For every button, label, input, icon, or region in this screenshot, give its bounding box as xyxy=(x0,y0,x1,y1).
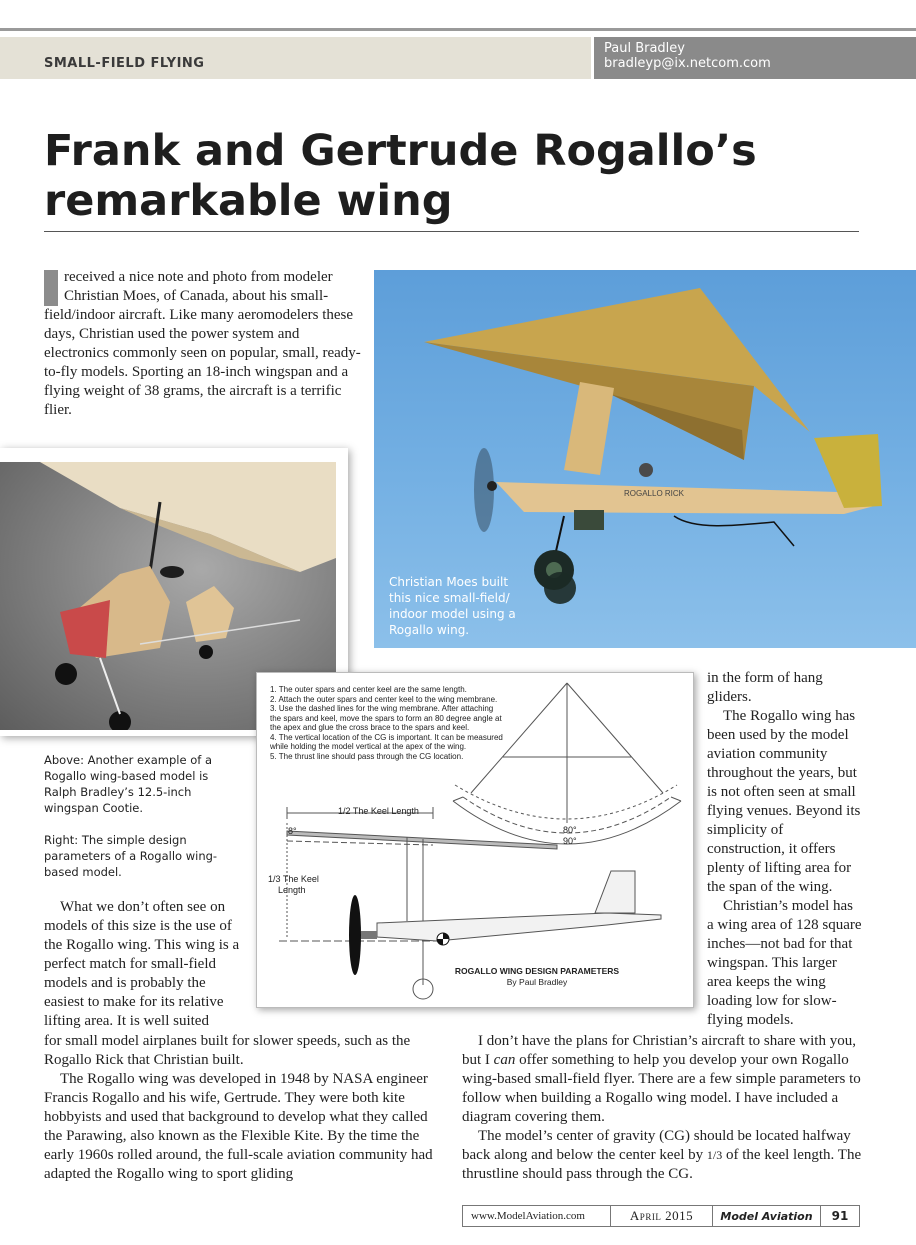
column-left-narrow xyxy=(44,898,240,1031)
article-title xyxy=(44,126,844,226)
wing-top-panel xyxy=(424,288,810,432)
title-line-2: remarkable wing xyxy=(44,176,453,226)
pilot-figure xyxy=(639,463,653,477)
diagram-propeller xyxy=(349,895,361,975)
paragraph-4: The Rogallo wing has been used by the model aviation community throughout the years, but is not often seen at small flying venues. Beyond its simplicity of construction, it offers plenty of lifting area for the span of the wing. xyxy=(707,708,861,895)
diagram-note: 4. The vertical location of the CG is important. It can be measured while holding the model vertical at the apex of the wing. xyxy=(270,732,503,751)
electronics xyxy=(574,510,604,530)
diagram-note: 2. Attach the outer spars and center keel to the wing membrane. xyxy=(270,694,498,704)
diagram-note: 1. The outer spars and center keel are the same length. xyxy=(270,685,467,694)
cootie-wing xyxy=(40,462,336,572)
label-8-degrees: 8° xyxy=(288,826,297,836)
intro-body: received a nice note and photo from modeler Christian Moes, of Canada, about his small-field/indoor aircraft. Like many aeromodelers these days, Christian used the power system and electronics commonly seen on popular, small, ready-to-fly models. Sporting an 18-inch wingspan and a flying weight of 38 grams, the aircraft is a terrific flier. xyxy=(44,269,361,418)
paragraph-6 xyxy=(462,1032,862,1127)
column-left-wide xyxy=(44,1032,444,1184)
paragraph-6-start: I don’t have the plans for Christian’s aircraft to share with you, but I xyxy=(462,1033,856,1068)
label-third-keel-2: Length xyxy=(278,885,306,895)
paragraph-7-start: The model’s center of gravity (CG) should be located halfway back along and below the center keel by xyxy=(462,1128,851,1163)
paragraph-3-continued: in the form of hang gliders. xyxy=(707,670,823,705)
paragraph-2b: for small model airplanes built for slower speeds, such as the Rogallo Rick that Christian built. xyxy=(44,1033,411,1068)
caption-left-photo: Above: Another example of a Rogallo wing-based model is Ralph Bradley’s 12.5-inch wingspan Cootie. xyxy=(44,753,213,815)
intro-text xyxy=(44,268,362,420)
column-right-narrow xyxy=(707,669,863,1030)
cootie-nose xyxy=(60,600,110,658)
column-right-wide xyxy=(462,1032,862,1184)
author-box xyxy=(594,37,916,79)
intro-paragraph xyxy=(44,268,362,420)
title-line-1: Frank and Gertrude Rogallo’s xyxy=(44,126,757,176)
author-email: bradleyp@ix.netcom.com xyxy=(604,56,771,71)
paragraph-6-emphasis: can xyxy=(493,1052,516,1068)
top-rule xyxy=(0,28,916,31)
label-80-degrees: 80° xyxy=(563,825,577,835)
paragraph-5: Christian’s model has a wing area of 128 square inches—not bad for that wingspan. This larger area keeps the wing loading low for slow-flying models. xyxy=(707,898,862,1028)
caption-main-photo: Christian Moes built this nice small-field/ indoor model using a Rogallo wing. xyxy=(389,575,516,637)
drop-cap xyxy=(44,270,58,306)
paragraph-7-fraction: 1/3 xyxy=(706,1148,723,1162)
paragraph-3: The Rogallo wing was developed in 1948 by NASA engineer Francis Rogallo and his wife, Gertrude. They were both kite hobbyists and used that background to develop what they called the Parawing, also known as the Flexible Kite. By the time the early 1960s rolled around, the full-scale aviation community had adapted the Rogallo wing to sport gliding xyxy=(44,1071,433,1182)
section-label: SMALL-FIELD FLYING xyxy=(44,56,205,71)
footer-magazine-name: Model Aviation xyxy=(713,1206,821,1226)
paragraph-7-end: of the keel length. The thrustline should pass through the CG. xyxy=(462,1147,862,1182)
fuselage-label: ROGALLO RICK xyxy=(624,489,685,498)
label-third-keel-1: 1/3 The Keel xyxy=(268,874,319,884)
footer-issue-date: April 2015 xyxy=(611,1206,713,1226)
paragraph-7 xyxy=(462,1127,862,1184)
photo-rogallo-rick xyxy=(374,270,916,648)
diagram-note: 5. The thrust line should pass through the CG location. xyxy=(270,751,464,761)
fuselage xyxy=(496,482,882,514)
cootie-wheel-right xyxy=(199,645,213,659)
label-90-degrees: 90° xyxy=(563,836,577,846)
diagram-note: 3. Use the dashed lines for the wing membrane. After attaching the spars and keel, move the spars to form an 80 degree angle at the apex and glue the cross brace to the spars and keel. xyxy=(270,704,502,732)
paragraph-2a: What we don’t often see on models of this size is the use of the Rogallo wing. This wing is a perfect match for small-field models and is probably the easiest to make for its relative lifting area. It is well suited xyxy=(44,899,240,1029)
author-name: Paul Bradley xyxy=(604,41,685,56)
caption-diagram: Right: The simple design parameters of a Rogallo wing-based model. xyxy=(44,833,218,879)
page-footer xyxy=(462,1205,860,1227)
wing-pylon xyxy=(564,382,614,475)
footer-website-link[interactable]: www.ModelAviation.com xyxy=(463,1206,611,1226)
label-half-keel: 1/2 The Keel Length xyxy=(338,806,419,816)
cootie-wheel-left xyxy=(55,663,77,685)
title-rule xyxy=(44,231,859,232)
diagram-author: By Paul Bradley xyxy=(506,977,568,987)
diagram-title: ROGALLO WING DESIGN PARAMETERS xyxy=(454,966,620,976)
cootie-motor xyxy=(160,566,184,578)
caption-left xyxy=(44,752,234,896)
diagram-notes xyxy=(270,685,506,761)
paragraph-6-end: offer something to help you develop your own Rogallo wing-based small-field flyer. There are a few simple parameters to follow when building a Rogallo wing model. I have included a diagram covering them. xyxy=(462,1052,861,1125)
footer-page-number: 91 xyxy=(831,1209,849,1223)
